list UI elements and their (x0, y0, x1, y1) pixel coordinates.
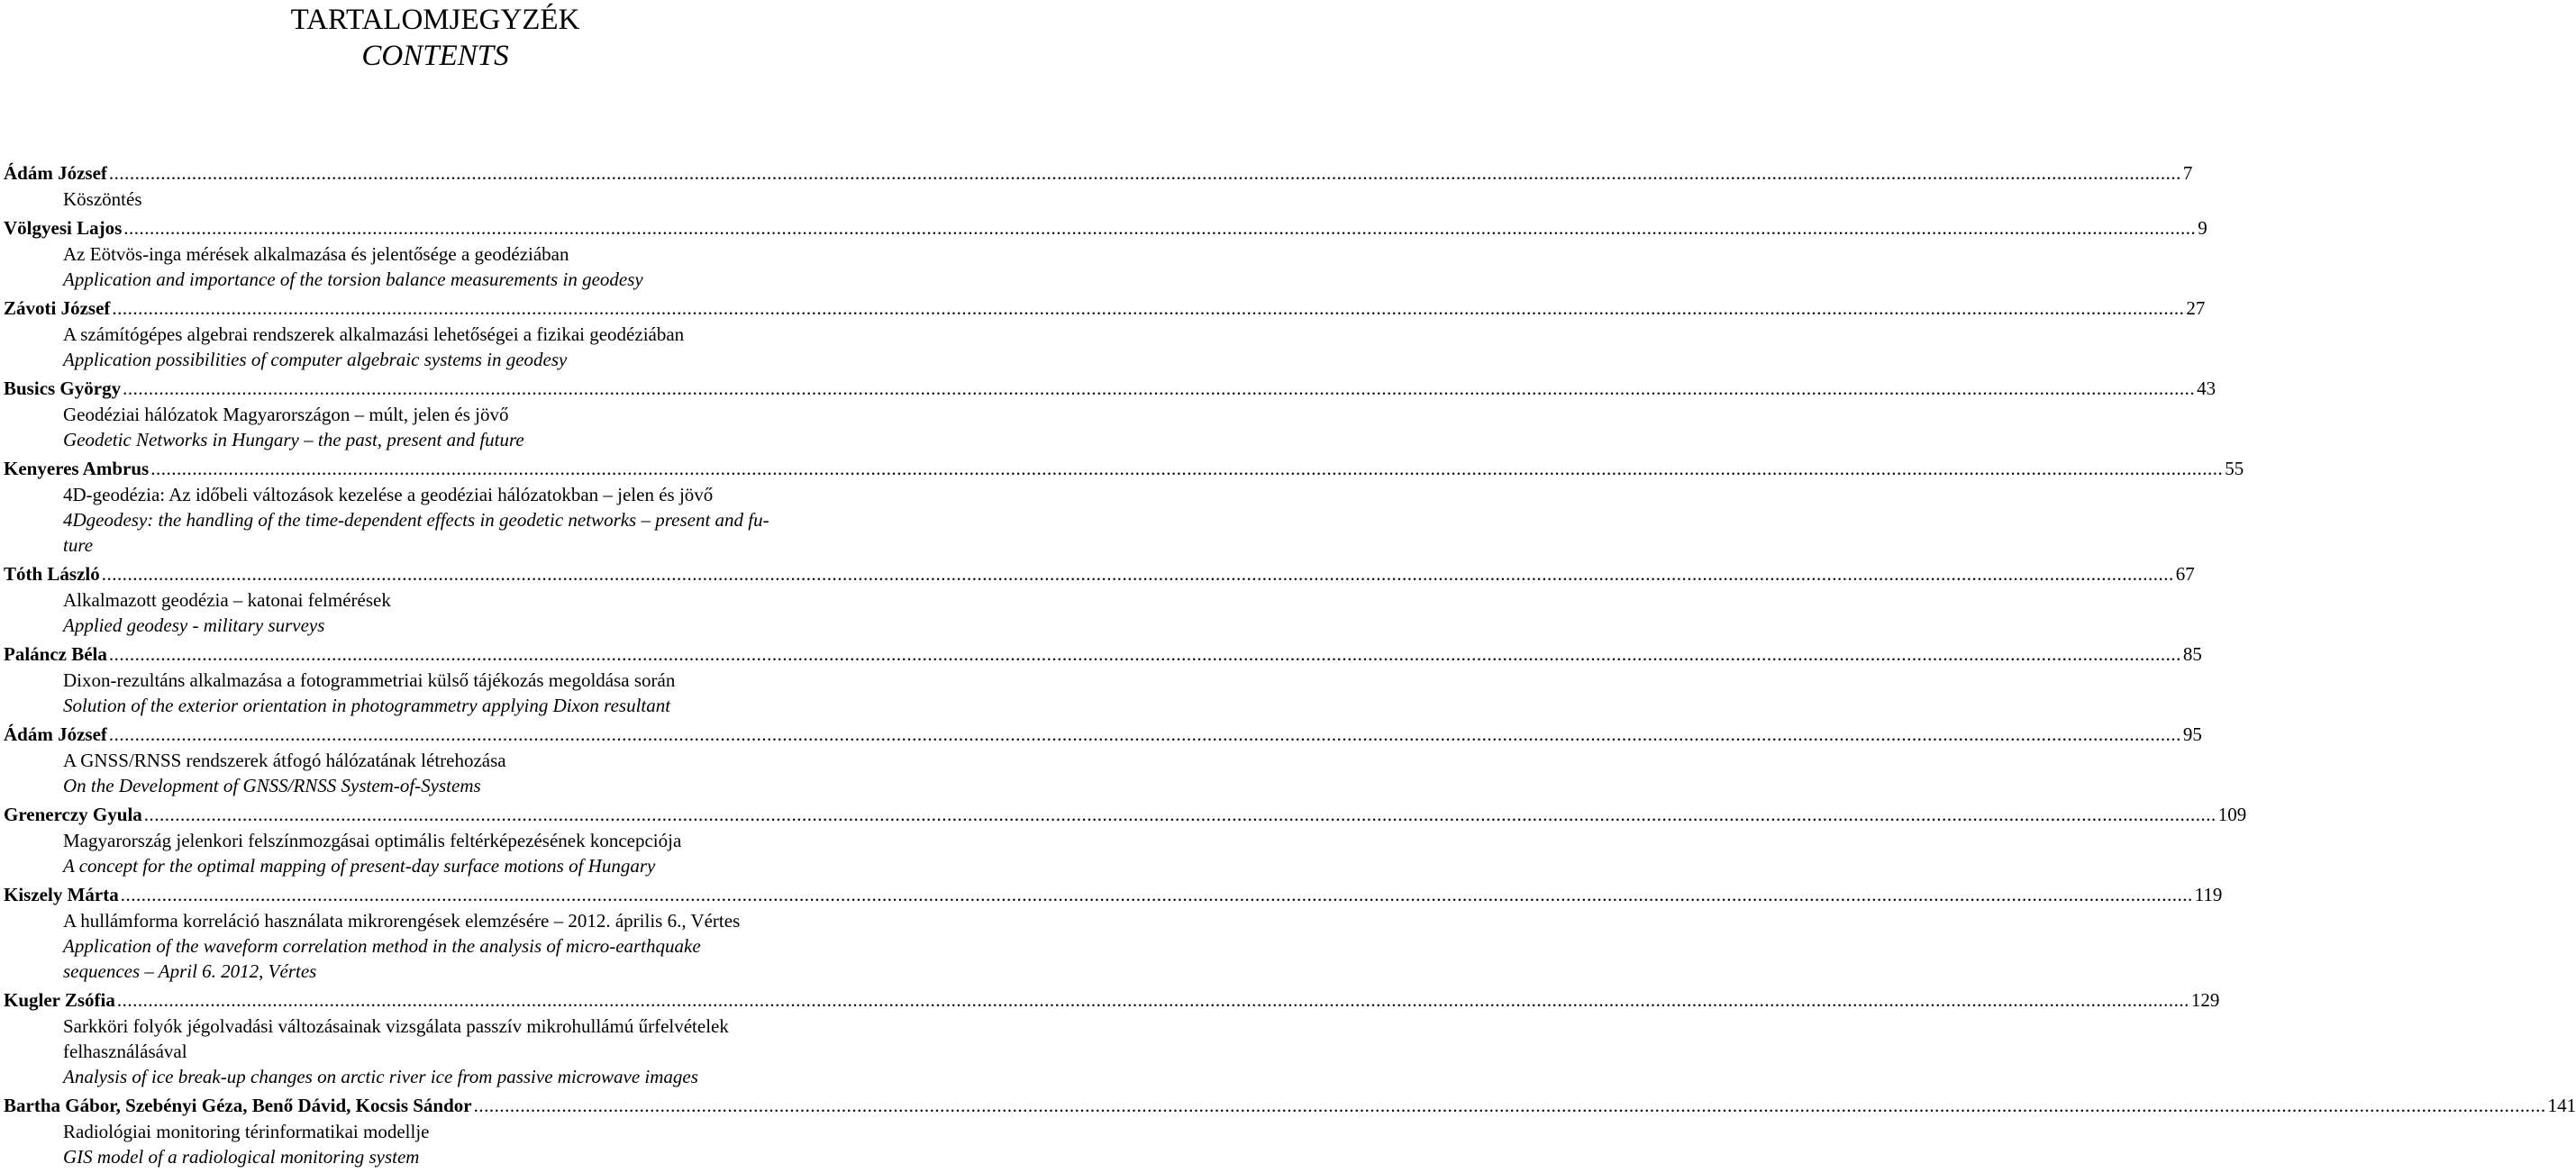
toc-entry (4, 160, 2193, 212)
toc-page-number: 109 (2217, 804, 2247, 825)
toc-title-hu: Dixon-rezultáns alkalmazása a fotogrammetriai külső tájékozás megoldása során (63, 669, 676, 691)
toc-author: Ádám József (4, 162, 107, 184)
dot-leader: ................................................................................................................................................................................................................................................................................................................................................................................................................ (473, 1095, 2546, 1116)
toc-title-en: Geodetic Networks in Hungary – the past, present and future (63, 429, 524, 450)
dot-leader: ................................................................................................................................................................................................................................................................................................................................................................................................................ (123, 217, 2197, 239)
toc-entry (4, 561, 2195, 638)
toc-title-en: Applied geodesy - military surveys (63, 614, 325, 636)
toc-entry-heading (4, 160, 2193, 186)
dot-leader: ................................................................................................................................................................................................................................................................................................................................................................................................................ (108, 162, 2181, 184)
toc-author: Kugler Zsófia (4, 989, 115, 1011)
dot-leader: ................................................................................................................................................................................................................................................................................................................................................................................................................ (120, 884, 2193, 905)
dot-leader: ................................................................................................................................................................................................................................................................................................................................................................................................................ (108, 643, 2181, 665)
toc-entry-heading (4, 296, 2206, 322)
dot-leader: ................................................................................................................................................................................................................................................................................................................................................................................................................ (150, 458, 2224, 479)
toc-title-hu: Radiológiai monitoring térinformatikai modellje (63, 1121, 430, 1142)
toc-title-en: Analysis of ice break-up changes on arctic river ice from passive microwave images (63, 1066, 698, 1087)
toc-title-hu: 4D-geodézia: Az időbeli változások kezelése a geodéziai hálózatokban – jelen és jövő (63, 484, 714, 505)
toc-author: Kenyeres Ambrus (4, 458, 150, 479)
toc-title-hu: A hullámforma korreláció használata mikrorengések elemzésére – 2012. április 6., Vértes (63, 910, 741, 932)
toc-list (4, 160, 2576, 1173)
toc-page-number: 55 (2225, 458, 2244, 479)
toc-title-hu: A GNSS/RNSS rendszerek átfogó hálózatának létrehozása (63, 750, 506, 771)
toc-title-hu: A számítógépes algebrai rendszerek alkalmazási lehetőségei a fizikai geodéziában (63, 323, 685, 345)
toc-entry (4, 215, 2207, 292)
page-subtitle: CONTENTS (361, 40, 509, 72)
toc-title-en: On the Development of GNSS/RNSS System-of-Systems (63, 775, 481, 796)
toc-entry-heading (4, 561, 2195, 587)
toc-author: Kiszely Márta (4, 884, 119, 905)
toc-author: Völgyesi Lajos (4, 217, 123, 239)
toc-title-hu: Az Eötvös-inga mérések alkalmazása és jelentősége a geodéziában (63, 243, 569, 265)
toc-page-number: 27 (2186, 297, 2206, 319)
toc-page-number: 43 (2197, 377, 2216, 399)
toc-author: Grenerczy Gyula (4, 804, 142, 825)
toc-page-number: 129 (2190, 989, 2220, 1011)
toc-title-en: Application possibilities of computer algebraic systems in geodesy (63, 349, 568, 370)
toc-title-en: Application and importance of the torsion balance measurements in geodesy (63, 268, 643, 290)
toc-entry (4, 987, 2220, 1089)
toc-title-hu: Magyarország jelenkori felszínmozgásai optimális feltérképezésének koncepciója (63, 830, 682, 851)
toc-author: Závoti József (4, 297, 111, 319)
toc-title-en: 4Dgeodesy: the handling of the time-dependent effects in geodetic networks – present and fu- (63, 509, 769, 531)
dot-leader: ................................................................................................................................................................................................................................................................................................................................................................................................................ (116, 989, 2189, 1011)
toc-page-number: 119 (2194, 884, 2223, 905)
toc-author: Ádám József (4, 723, 107, 745)
toc-entry (4, 722, 2202, 798)
toc-title-en: Solution of the exterior orientation in photogrammetry applying Dixon resultant (63, 695, 671, 716)
toc-author: Bartha Gábor, Szebényi Géza, Benő Dávid, Kocsis Sándor (4, 1095, 472, 1116)
toc-title-en: A concept for the optimal mapping of present-day surface motions of Hungary (63, 855, 656, 877)
toc-entry-heading (4, 456, 2244, 482)
toc-title-hu: Geodéziai hálózatok Magyarországon – múlt, jelen és jövő (63, 404, 509, 425)
toc-entry-heading (4, 376, 2216, 402)
toc-entry-heading (4, 987, 2220, 1014)
toc-title-hu: felhasználásával (63, 1041, 187, 1062)
toc-page-number: 9 (2198, 217, 2207, 239)
toc-page-number: 67 (2175, 563, 2195, 585)
toc-author: Tóth László (4, 563, 100, 585)
toc-title-hu: Köszöntés (63, 188, 142, 210)
toc-entry (4, 1093, 2576, 1169)
toc-entry (4, 802, 2247, 878)
page-title: TARTALOMJEGYZÉK (290, 4, 580, 36)
toc-entry (4, 456, 2244, 558)
toc-title-hu: Alkalmazott geodézia – katonai felmérések (63, 589, 391, 611)
toc-title-en: ture (63, 534, 94, 556)
dot-leader: ................................................................................................................................................................................................................................................................................................................................................................................................................ (101, 563, 2174, 585)
toc-entry-heading (4, 802, 2247, 828)
dot-leader: ................................................................................................................................................................................................................................................................................................................................................................................................................ (123, 377, 2196, 399)
toc-author: Busics György (4, 377, 122, 399)
dot-leader: ................................................................................................................................................................................................................................................................................................................................................................................................................ (143, 804, 2216, 825)
toc-entry-heading (4, 1093, 2576, 1119)
dot-leader: ................................................................................................................................................................................................................................................................................................................................................................................................................ (108, 723, 2181, 745)
toc-title-en: sequences – April 6. 2012, Vértes (63, 960, 317, 982)
toc-entry-heading (4, 641, 2202, 668)
toc-entry (4, 296, 2206, 372)
toc-page-number: 95 (2182, 723, 2202, 745)
dot-leader: ................................................................................................................................................................................................................................................................................................................................................................................................................ (112, 297, 2185, 319)
toc-entry (4, 882, 2223, 984)
toc-title-en: GIS model of a radiological monitoring system (63, 1146, 420, 1168)
toc-author: Paláncz Béla (4, 643, 107, 665)
toc-entry (4, 641, 2202, 718)
toc-page-number: 7 (2182, 162, 2193, 184)
toc-page-number: 85 (2182, 643, 2202, 665)
toc-entry-heading (4, 882, 2223, 908)
toc-page-number: 141 (2547, 1095, 2576, 1116)
toc-title-en: Application of the waveform correlation method in the analysis of micro-earthquake (63, 935, 701, 957)
toc-entry-heading (4, 722, 2202, 748)
toc-entry (4, 376, 2216, 452)
toc-title-hu: Sarkköri folyók jégolvadási változásainak vizsgálata passzív mikrohullámú űrfelvételek (63, 1015, 729, 1037)
toc-entry-heading (4, 215, 2207, 241)
